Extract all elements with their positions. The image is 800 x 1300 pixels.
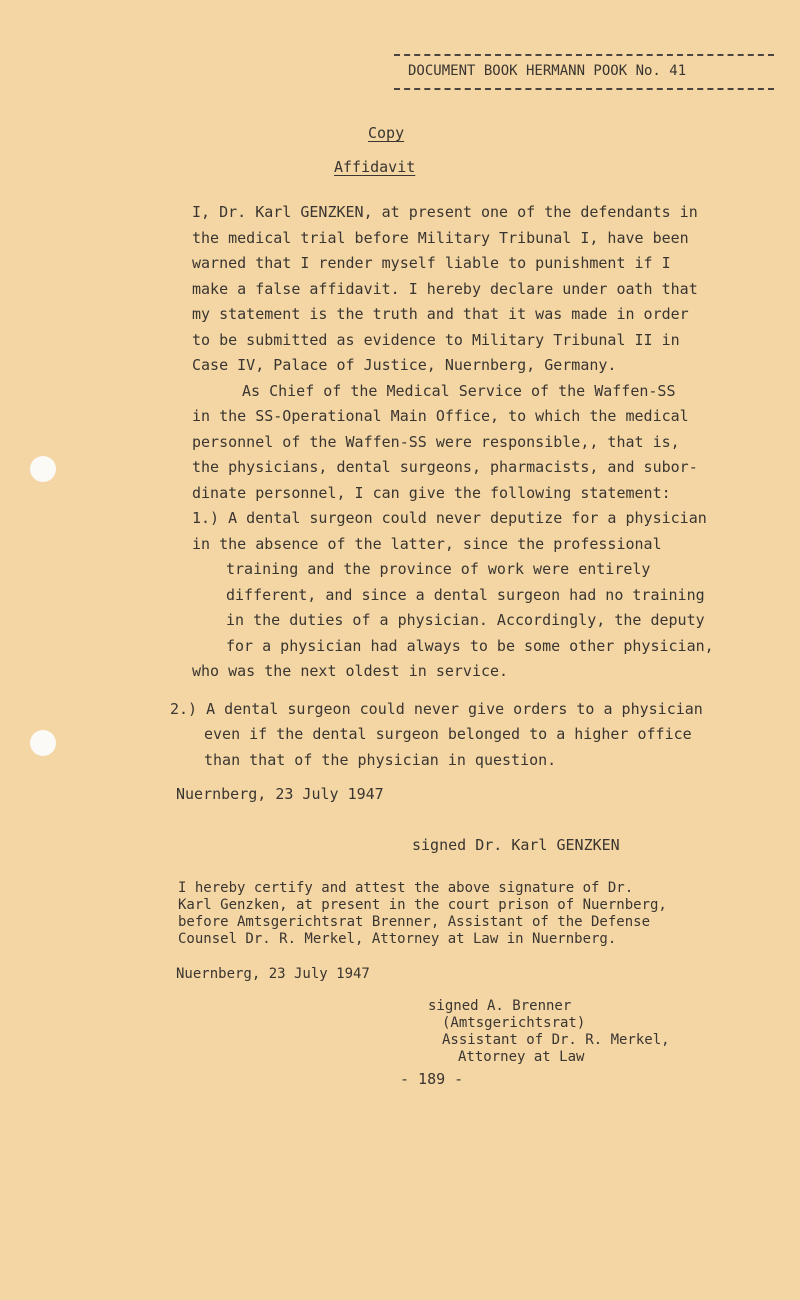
header-rule-top (394, 54, 774, 56)
document-title: Affidavit (334, 158, 416, 176)
place-date: Nuernberg, 23 July 1947 (176, 785, 384, 803)
body-line: for a physician had always to be some other physician, (226, 636, 714, 655)
body-line: in the duties of a physician. Accordingly, the deputy (226, 611, 705, 629)
body-line: I, Dr. Karl GENZKEN, at present one of the defendants in (192, 203, 698, 221)
body-line: my statement is the truth and that it was made in order (192, 305, 689, 323)
place-date: Nuernberg, 23 July 1947 (176, 966, 370, 982)
punch-hole (30, 730, 56, 756)
sig-line: Attorney at Law (458, 1049, 585, 1065)
item-2-line: even if the dental surgeon belonged to a higher office (204, 725, 692, 743)
document-book-header (394, 50, 774, 92)
body-line: in the SS-Operational Main Office, to which the medical (192, 407, 689, 425)
sig-line: Assistant of Dr. R. Merkel, (442, 1032, 670, 1048)
punch-hole (30, 456, 56, 482)
cert-line: Karl Genzken, at present in the court prison of Nuernberg, (178, 897, 667, 913)
body-line: 1.) A dental surgeon could never deputize for a physician (192, 509, 707, 527)
signature-genzken: signed Dr. Karl GENZKEN (412, 836, 620, 854)
header-rule-bottom (394, 88, 774, 90)
body-line: to be submitted as evidence to Military Tribunal II in (192, 330, 680, 349)
copy-label: Copy (368, 124, 405, 142)
signature-brenner (428, 998, 670, 1066)
body-line: Case IV, Palace of Justice, Nuernberg, Germany. (192, 356, 617, 374)
body-line: who was the next oldest in service. (192, 662, 509, 680)
cert-line: before Amtsgerichtsrat Brenner, Assistant of the Defense (178, 914, 651, 930)
body-line: personnel of the Waffen-SS were responsible,, that is, (192, 432, 680, 451)
certification-block (178, 880, 788, 948)
body-line: As Chief of the Medical Service of the Waffen-SS (242, 381, 676, 400)
body-line: warned that I render myself liable to punishment if I (192, 254, 671, 272)
sig-line: signed A. Brenner (428, 998, 572, 1014)
item-2-line: 2.) A dental surgeon could never give orders to a physician (170, 699, 703, 718)
item-2-line: than that of the physician in question. (204, 750, 557, 769)
body-line: in the absence of the latter, since the professional (192, 534, 662, 553)
affidavit-body (170, 200, 792, 773)
body-line: the physicians, dental surgeons, pharmacists, and subor- (192, 458, 698, 476)
cert-line: I hereby certify and attest the above signature of Dr. (178, 880, 634, 896)
cert-line: Counsel Dr. R. Merkel, Attorney at Law in Nuernberg. (178, 931, 617, 947)
body-line: dinate personnel, I can give the following statement: (192, 483, 671, 502)
body-line: the medical trial before Military Tribunal I, have been (192, 228, 689, 247)
body-line: make a false affidavit. I hereby declare under oath that (192, 279, 698, 298)
sig-line: (Amtsgerichtsrat) (442, 1015, 586, 1031)
body-line: training and the province of work were entirely (226, 560, 651, 578)
page-number: - 189 - (400, 1070, 464, 1088)
body-line: different, and since a dental surgeon had no training (226, 585, 705, 604)
header-text: DOCUMENT BOOK HERMANN POOK No. 41 (408, 63, 687, 79)
